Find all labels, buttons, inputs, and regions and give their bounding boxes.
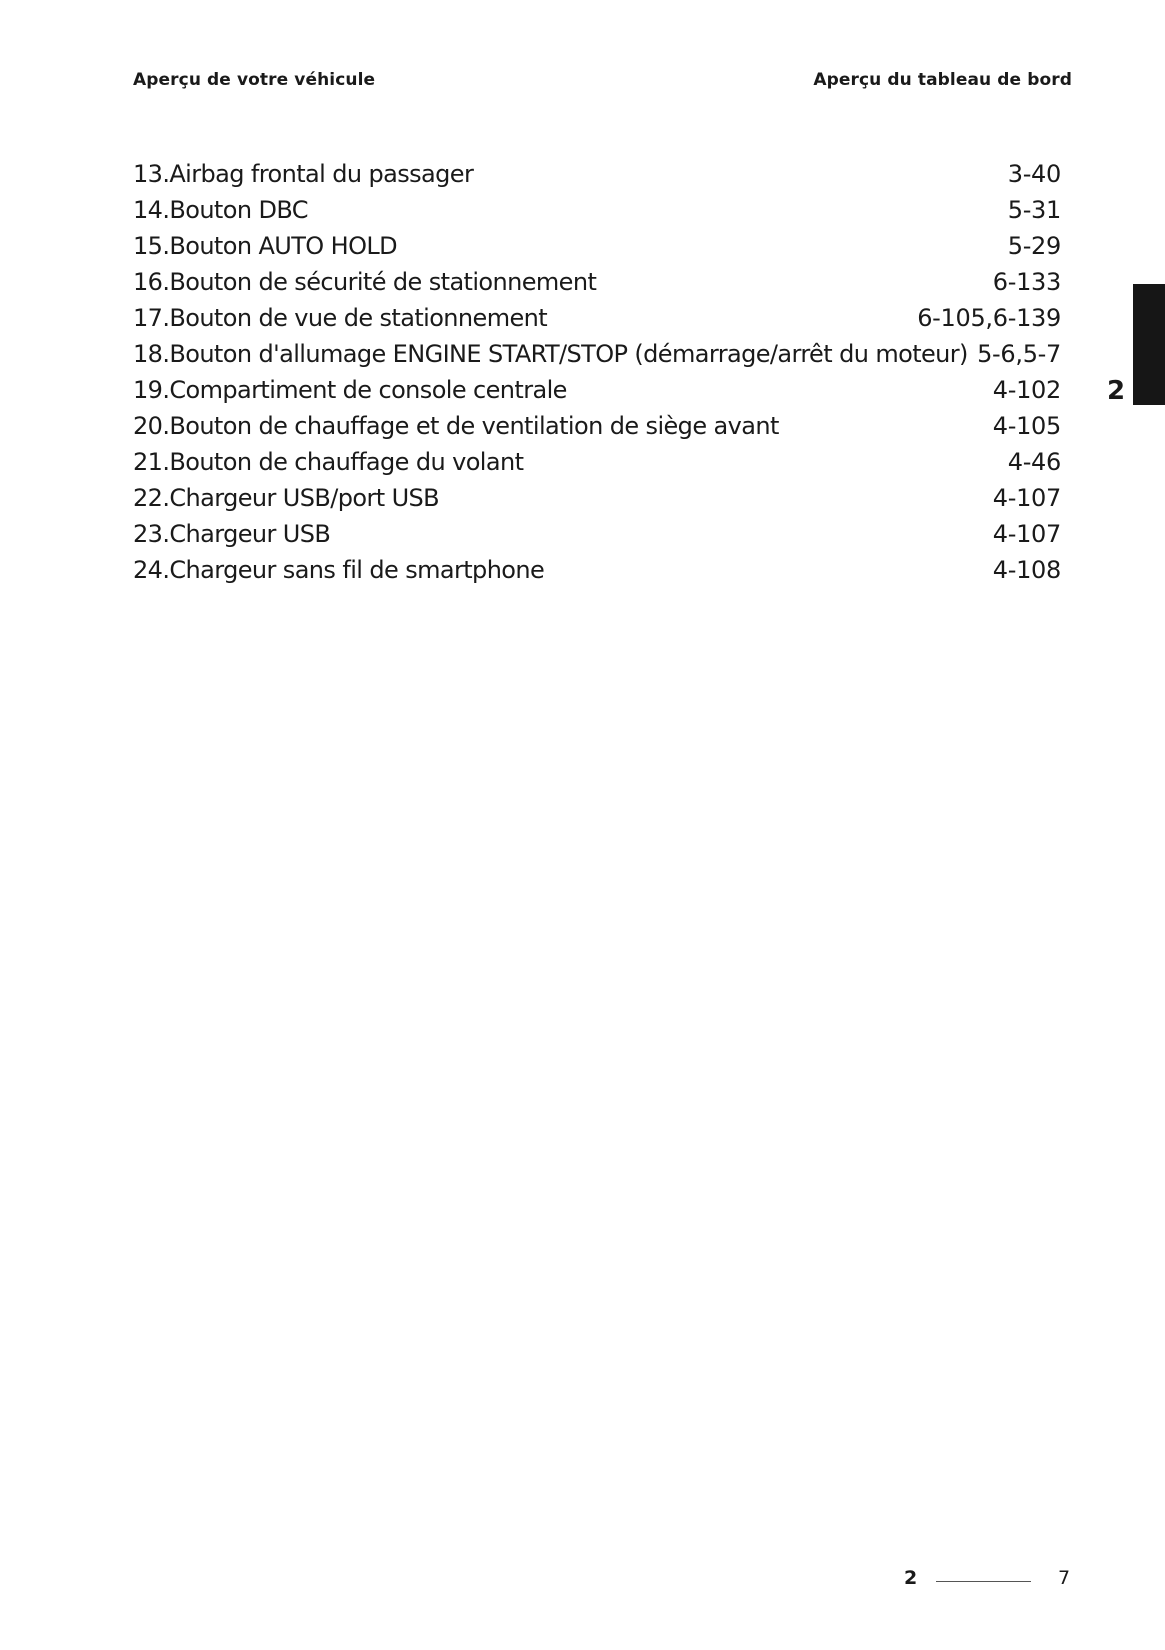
entry-label: 16.Bouton de sécurité de stationnement (133, 268, 597, 296)
entry-page-ref: 4-105 (992, 412, 1061, 440)
page-footer (900, 1567, 1080, 1597)
entry-label: 13.Airbag frontal du passager (133, 160, 474, 188)
index-entry (133, 408, 1061, 444)
index-entry (133, 444, 1061, 480)
index-entry (133, 516, 1061, 552)
entry-page-ref: 4-107 (992, 520, 1061, 548)
index-entry-list (133, 156, 1061, 588)
entry-page-ref: 4-108 (992, 556, 1061, 584)
footer-page-number: 7 (1058, 1567, 1071, 1589)
footer-divider (936, 1581, 1031, 1582)
index-entry (133, 156, 1061, 192)
entry-label: 23.Chargeur USB (133, 520, 331, 548)
entry-page-ref: 5-31 (1007, 196, 1061, 224)
entry-label: 14.Bouton DBC (133, 196, 308, 224)
entry-page-ref: 5-6,5-7 (977, 340, 1061, 368)
running-header-chapter: Aperçu du tableau de bord (813, 70, 1072, 90)
entry-page-ref: 6-105,6-139 (917, 304, 1061, 332)
entry-page-ref: 6-133 (992, 268, 1061, 296)
entry-label: 24.Chargeur sans fil de smartphone (133, 556, 545, 584)
entry-page-ref: 4-46 (1007, 448, 1061, 476)
index-entry (133, 264, 1061, 300)
chapter-tab-number: 2 (1107, 376, 1126, 406)
chapter-thumb-tab (1133, 284, 1165, 405)
index-entry (133, 192, 1061, 228)
index-entry (133, 300, 1061, 336)
entry-page-ref: 3-40 (1007, 160, 1061, 188)
entry-label: 19.Compartiment de console centrale (133, 376, 567, 404)
entry-label: 22.Chargeur USB/port USB (133, 484, 440, 512)
index-entry (133, 480, 1061, 516)
entry-page-ref: 4-107 (992, 484, 1061, 512)
entry-label: 15.Bouton AUTO HOLD (133, 232, 398, 260)
entry-label: 20.Bouton de chauffage et de ventilation de siège avant (133, 412, 779, 440)
entry-label: 21.Bouton de chauffage du volant (133, 448, 524, 476)
index-entry (133, 228, 1061, 264)
entry-label: 17.Bouton de vue de stationnement (133, 304, 548, 332)
index-entry (133, 552, 1061, 588)
index-entry (133, 336, 1061, 372)
entry-label: 18.Bouton d'allumage ENGINE START/STOP (démarrage/arrêt du moteur) (133, 340, 968, 368)
entry-page-ref: 5-29 (1007, 232, 1061, 260)
footer-chapter-number: 2 (904, 1567, 918, 1589)
running-header-section: Aperçu de votre véhicule (133, 70, 376, 90)
entry-page-ref: 4-102 (992, 376, 1061, 404)
index-entry (133, 372, 1061, 408)
